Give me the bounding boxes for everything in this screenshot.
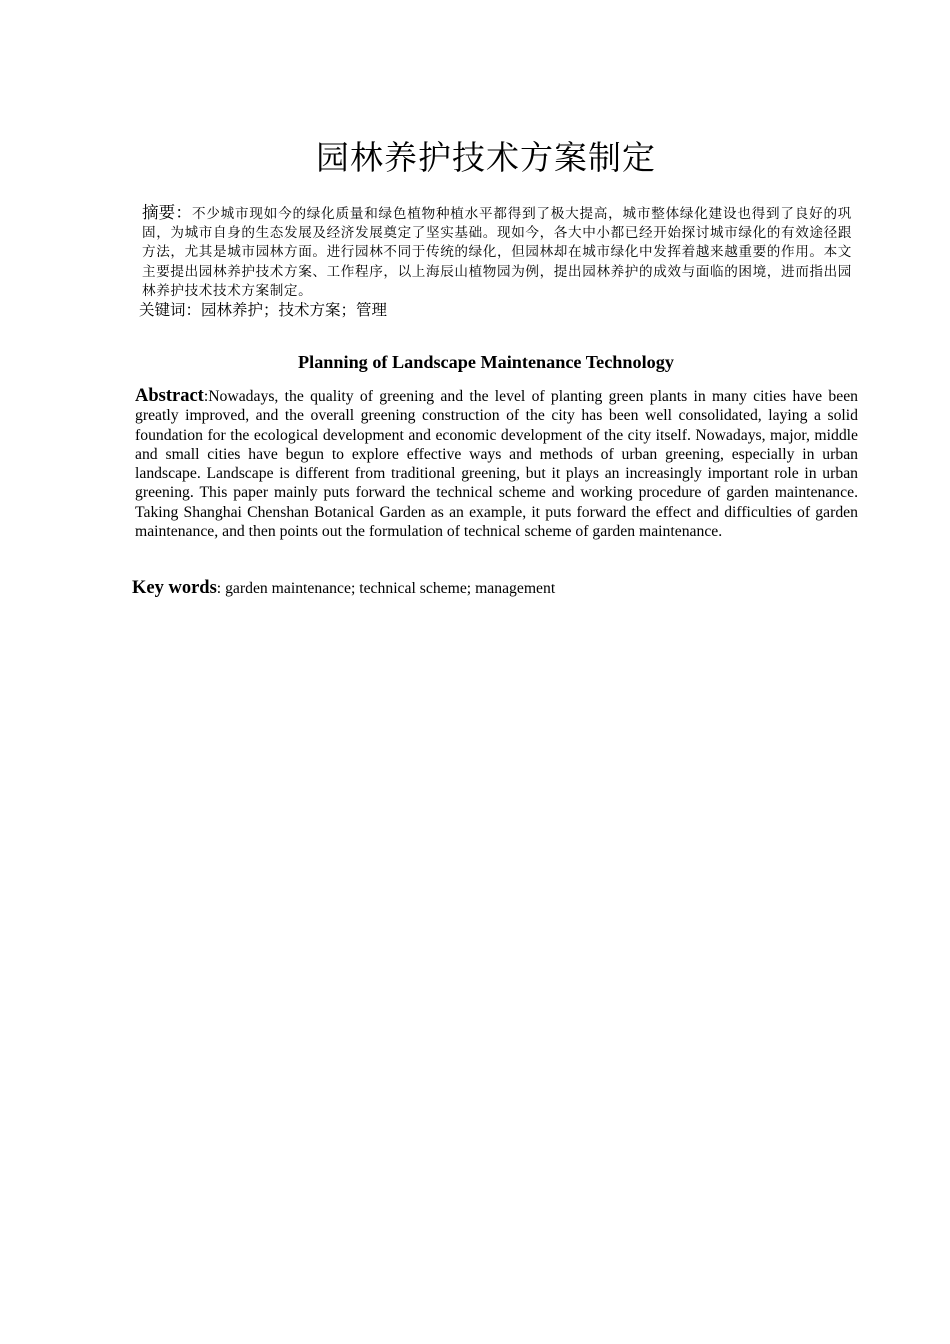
english-title: Planning of Landscape Maintenance Technology — [298, 352, 674, 372]
english-keywords — [132, 577, 555, 600]
chinese-abstract-text: 不少城市现如今的绿化质量和绿色植物种植水平都得到了极大提高，城市整体绿化建设也得到了良好的巩固，为城市自身的生态发展及经济发展奠定了坚实基础。现如今，各大中小都已经开始探讨城市绿化的有效途径跟方法，尤其是城市园林方面。进行园林不同于传统的绿化，但园林却在城市绿化中发挥着越来越重要的作用。本文主要提出园林养护技术方案、工作程序，以上海辰山植物园为例，提出园林养护的成效与面临的困境，进而指出园林养护技术技术方案制定。 — [142, 206, 852, 299]
chinese-keywords: 关键词：园林养护；技术方案；管理 — [139, 301, 388, 319]
english-keywords-text: : garden maintenance; technical scheme; management — [216, 580, 556, 597]
chinese-title: 园林养护技术方案制定 — [316, 138, 656, 177]
chinese-abstract — [142, 203, 852, 301]
chinese-abstract-label: 摘要： — [142, 203, 192, 222]
english-keywords-label: Key words — [132, 578, 217, 598]
english-abstract-label: Abstract — [135, 386, 204, 406]
english-abstract-text: :Nowadays, the quality of greening and the level of planting green plants in many cities have been greatly improved, and the overall greening construction of the city has been well consolidated, laying a solid foundation for the ecological development and economic development of the city itself. Nowadays, major, middle and small cities have begun to explore effective ways and methods of urban greening, especially in urban landscape. Landscape is different from traditional greening, but it plays an increasingly important role in urban greening. This paper mainly puts forward the technical scheme and working procedure of garden maintenance. Taking Shanghai Chenshan Botanical Garden as an example, it puts forward the effect and difficulties of garden maintenance, and then points out the formulation of technical scheme of garden maintenance. — [135, 388, 858, 541]
english-abstract — [135, 387, 858, 541]
